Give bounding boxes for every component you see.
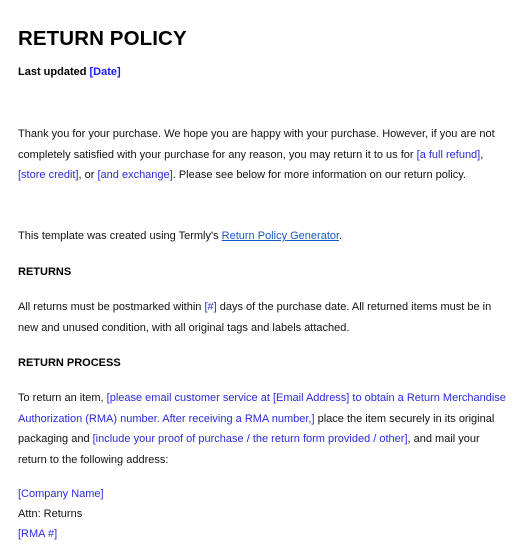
placeholder-days: [#] (204, 301, 217, 313)
return-policy-generator-link[interactable]: Return Policy Generator (221, 230, 340, 242)
page-title: RETURN POLICY (18, 27, 187, 50)
returns-heading: RETURNS (18, 266, 72, 278)
last-updated-label: Last updated (18, 66, 87, 78)
intro-text: . Please see below for more information on our return policy. (172, 169, 466, 181)
returns-text: days of the purchase date. All returned items must be in new and unused condition, with all original tags and labels attached. (18, 301, 492, 334)
returns-text: All returns must be postmarked within (18, 301, 205, 313)
placeholder-store-credit: [store credit] (18, 169, 79, 181)
intro-separator: , (480, 148, 484, 161)
placeholder-full-refund: [a full refund] (416, 148, 481, 161)
address-company (18, 484, 104, 505)
intro-paragraph (18, 124, 509, 186)
placeholder-rma-instructions: [please email customer service at [Email Address] to obtain a Return Merchandise Authorization (RMA) number. After receiving a RMA number,] (18, 392, 506, 425)
template-note-text: . (339, 230, 343, 242)
placeholder-exchange: [and exchange] (97, 169, 173, 181)
process-text: place the item securely in its original packaging and (18, 412, 495, 445)
intro-separator: , or (78, 169, 98, 181)
address-rma (18, 524, 57, 545)
last-updated (18, 66, 121, 78)
return-process-heading: RETURN PROCESS (18, 357, 121, 369)
placeholder-proof-of-purchase: [include your proof of purchase / the return form provided / other] (92, 433, 408, 445)
company-name-placeholder: [Company Name] (18, 488, 104, 500)
intro-text: Thank you for your purchase. We hope you are happy with your purchase. However, if you are not completely satisfied with your purchase for any reason, you may return it to us for (18, 128, 495, 161)
returns-paragraph (18, 297, 509, 338)
template-note (18, 226, 509, 247)
process-text: , and mail your return to the following address: (18, 433, 480, 466)
return-process-paragraph (18, 388, 509, 470)
address-attn: Attn: Returns (18, 508, 83, 520)
rma-placeholder: [RMA #] (18, 528, 58, 540)
template-note-text: This template was created using Termly's (18, 230, 222, 242)
process-text: To return an item, (18, 392, 107, 404)
date-placeholder: [Date] (89, 66, 121, 78)
